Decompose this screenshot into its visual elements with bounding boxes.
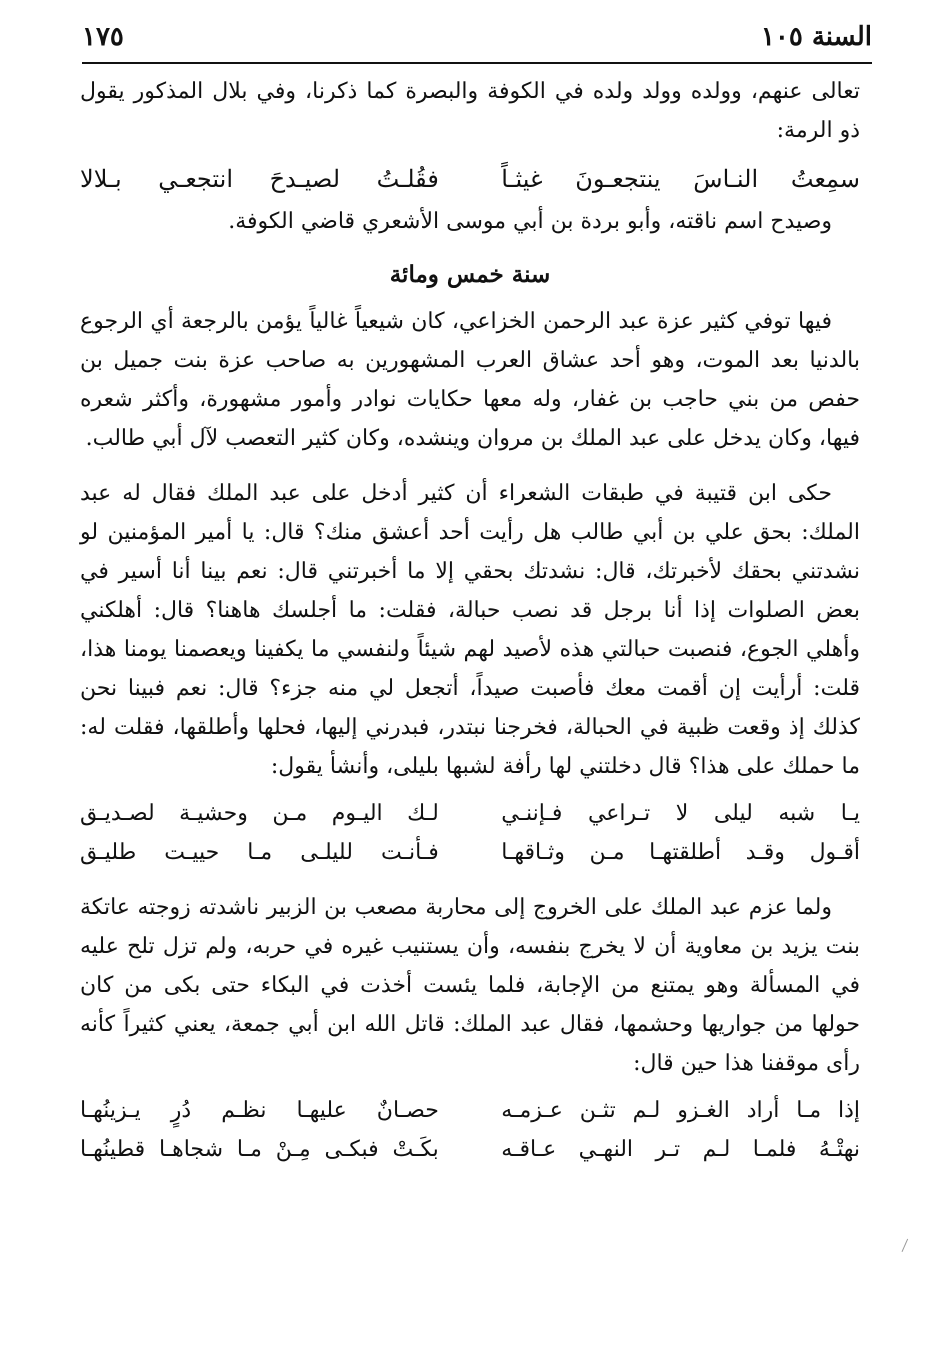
paragraph-gap [80,872,860,888]
verse-hemistich-right: يـا شبه ليلى لا تـراعي فـإننـي [501,801,860,826]
paragraph-3: فيها توفي كثير عزة عبد الرحمن الخزاعي، كان شيعياً غالياً يؤمن بالرجعة أي الرجوع بالدنيا بعد الموت، وهو أحد عشاق العرب المشهورين به صاحب عزة بنت جميل بن حفص من بني حاجب بن غفار، وله معها حكايات نوادر وأمور مشهورة، وأكثر شعره فيها، وكان يدخل على عبد الملك بن مروان وينشده، وكان كثير التعصب لآل أبي طالب. [80,309,860,451]
page-header [82,22,872,66]
verse-hemistich-left: بكَـتْ فبكـى مِـنْ مـا شجاهـا قطينُهـا [80,1137,439,1162]
page-body [80,72,860,1169]
verse-hemistich-right: إذا مـا أراد الغـزو لـم تثـن عـزمـه [501,1098,860,1123]
running-title: السنة ١٠٥ [760,22,872,52]
section-heading: سنة خمس ومائة [389,261,551,288]
verse-block-1 [80,794,860,872]
paragraph-5: ولما عزم عبد الملك على الخروج إلى محاربة مصعب بن الزبير ناشدته زوجته عاتكة بنت يزيد بن معاوية أن لا يخرج بنفسه، وأن يستنيب غيره في حربه، ولم تزل تلح عليه في المسألة وهو يمتنع من الإجابة، فلما يئست أخذت في البكاء حتى بكى من كان حولها من جواريها وحشمها، فقال عبد الملك: قاتل الله ابن أبي جمعة، يعني كثيراً كأنه رأى موقفنا هذا حين قال: [80,895,860,1076]
paragraph-4: حكى ابن قتيبة في طبقات الشعراء أن كثير أدخل على عبد الملك فقال له عبد الملك: بحق علي بن أبي طالب هل رأيت أحد أعشق منك؟ قال: يا أمير المؤمنين لو نشدتني بحقك لأخبرتك، قال: نشدتك بحقي إلا ما أخبرتني قال: نعم بينا أنا أسير في بعض الصلوات إذا أنا برجل قد نصب حبالة، فقلت: ما أجلسك هاهنا؟ قال: أهلكني وأهلي الجوع، فنصبت حبالتي هذه لأصيد لهم شيئاً ولنفسي ما يكفينا ويعصمنا يومنا هذا، قلت: أرأيت إن أقمت معك فأصبت صيداً، أتجعل لي منه جزء؟ قال: نعم فبينا نحن كذلك إذ وقعت ظبية في الحبالة، فخرجنا نبتدر، فبدرني إليها، فحلها وأطلقها، فقلت له: ما حملك على هذا؟ قال دخلتني لها رأفة لشبها بليلى، وأنشأ يقول: [80,481,860,779]
verse-hemistich-right: أقـول وقـد أطلقتهـا مـن وثـاقهـا [501,840,860,865]
verse-line [80,1091,860,1130]
verse-hemistich-right: سمِعتُ النـاسَ ينتجعـونَ غيثـاً [501,165,860,193]
verse-hemistich-left: لـك اليـوم مـن وحشيـة لصـديـق [80,801,439,826]
paragraph-gap [80,458,860,474]
verse-line [80,1130,860,1169]
verse-line [80,794,860,833]
paragraph-1: تعالى عنهم، وولده وولد ولده في الكوفة والبصرة كما ذكرنا، وفي بلال المذكور يقول ذو الرمة: [80,79,860,143]
verse-hemistich-left: فـأنـت لليلـى مـا حييـت طليـق [80,840,439,865]
verse-block-2 [80,1091,860,1169]
verse-line [80,156,860,202]
verse-hemistich-left: فقُلـتُ لصيـدحَ انتجعـي بـلالا [80,165,439,193]
header-rule [82,62,872,64]
paragraph-2: وصيدح اسم ناقته، وأبو بردة بن أبي موسى الأشعري قاضي الكوفة. [228,209,832,234]
verse-hemistich-left: حصـانٌ عليهـا نظـم دُرٍ يـزينُهـا [80,1098,439,1123]
page-number: ١٧٥ [82,22,124,52]
verse-hemistich-right: نهتْـهُ فلمـا لـم تـر النهـي عـاقـه [501,1137,860,1162]
stray-pen-mark [902,1239,916,1255]
verse-line [80,833,860,872]
